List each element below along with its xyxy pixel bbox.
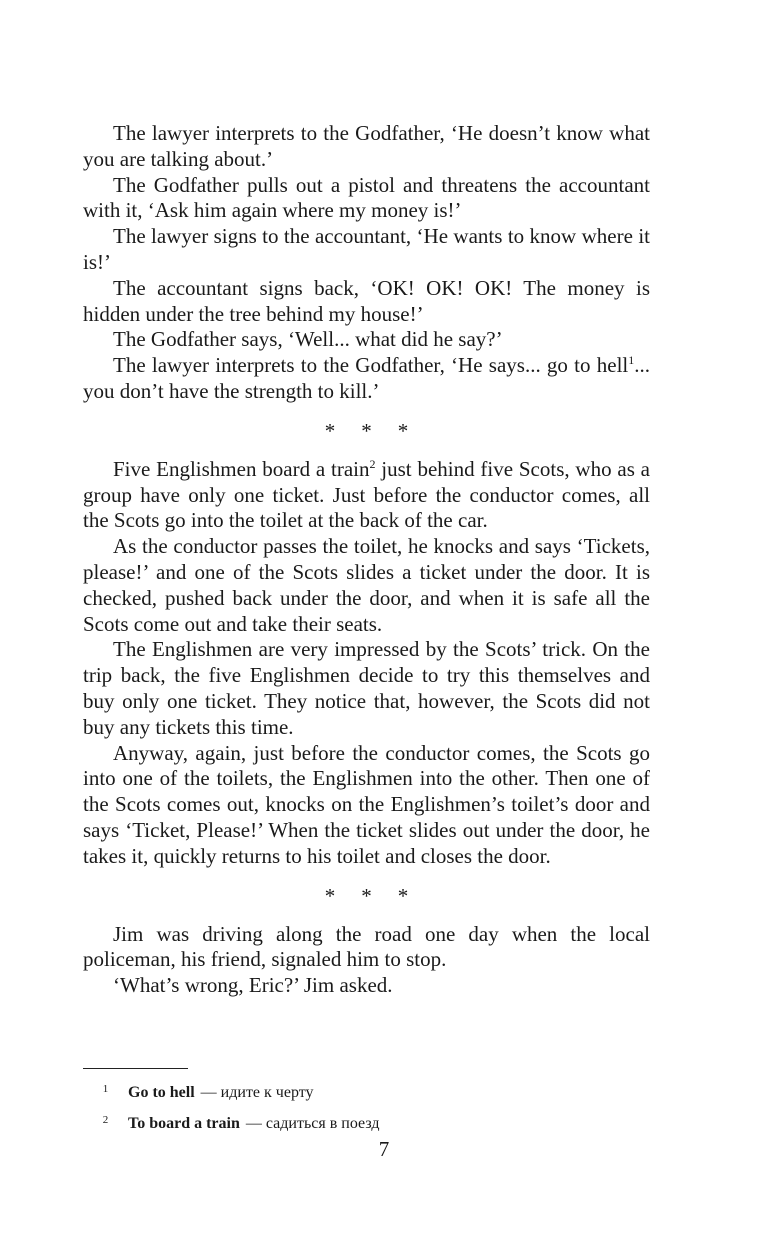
paragraph-with-footnote — [83, 353, 650, 405]
footnote-marker: 1 — [628, 353, 635, 368]
page-number: 7 — [378, 1137, 390, 1161]
paragraph: The Godfather pulls out a pistol and threatens the accountant with it, ‘Ask him again where my money is!’ — [83, 172, 650, 223]
paragraph-text: Five Englishmen board a train — [113, 456, 370, 481]
paragraph-with-footnote — [83, 457, 650, 534]
separator-star: * — [324, 883, 336, 908]
footnote-number: 2 — [102, 1114, 109, 1126]
paragraph: The Englishmen are very impressed by the Scots’ trick. On the trip back, the five Englishmen decide to try this themselves and buy only one ticket. They notice that, however, the Scots did not buy any tickets this time. — [83, 637, 650, 739]
separator-star: * — [361, 883, 372, 908]
separator-star: * — [361, 418, 372, 443]
footnote-definition: — идите к черту — [200, 1084, 314, 1101]
separator-star: * — [397, 883, 409, 908]
paragraph: Jim was driving along the road one day when the local policeman, his friend, signaled him to stop. — [83, 921, 650, 972]
footnotes — [83, 1078, 650, 1140]
page-body — [83, 121, 650, 999]
section-separator — [83, 883, 650, 909]
separator-star: * — [324, 418, 336, 443]
footnote-term: To board a train — [128, 1115, 240, 1132]
paragraph-text: The lawyer interprets to the Godfather, ‘He says... go to hell — [113, 353, 629, 378]
footnote-divider — [83, 1068, 188, 1069]
section-separator — [83, 418, 650, 444]
paragraph-text: just behind five Scots, who as a group have only one ticket. Just before the conductor comes, all the Scots go into the toilet at the back of the car. — [83, 456, 650, 533]
separator-star: * — [397, 418, 409, 443]
paragraph: ‘What’s wrong, Eric?’ Jim asked. — [113, 973, 393, 998]
paragraph: The accountant signs back, ‘OK! OK! OK! The money is hidden under the tree behind my house!’ — [83, 275, 650, 326]
paragraph: The lawyer signs to the accountant, ‘He wants to know where it is!’ — [83, 224, 650, 274]
paragraph: The lawyer interprets to the Godfather, ‘He doesn’t know what you are talking about.’ — [83, 121, 650, 171]
paragraph-text: ... you don’t have the strength to kill.’ — [83, 353, 650, 403]
footnote-definition: — садиться в поезд — [245, 1115, 380, 1132]
footnote — [83, 1109, 650, 1140]
footnote — [83, 1078, 650, 1109]
paragraph: Anyway, again, just before the conductor comes, the Scots go into one of the toilets, the Englishmen into the other. Then one of the Scots comes out, knocks on the Englishmen’s toilet’s door and says ‘Ticket, Please!’ When the ticket slides out under the door, he takes it, quickly returns to his toilet and closes the door. — [83, 740, 650, 868]
footnote-number: 1 — [102, 1083, 109, 1095]
paragraph: As the conductor passes the toilet, he knocks and says ‘Tickets, please!’ and one of the Scots slides a ticket under the door. It is checked, pushed back under the door, and when it is safe all the Scots come out and take their seats. — [83, 534, 650, 636]
footnote-marker: 2 — [369, 456, 376, 471]
footnote-term: Go to hell — [128, 1084, 195, 1101]
paragraph: The Godfather says, ‘Well... what did he say?’ — [113, 327, 503, 352]
